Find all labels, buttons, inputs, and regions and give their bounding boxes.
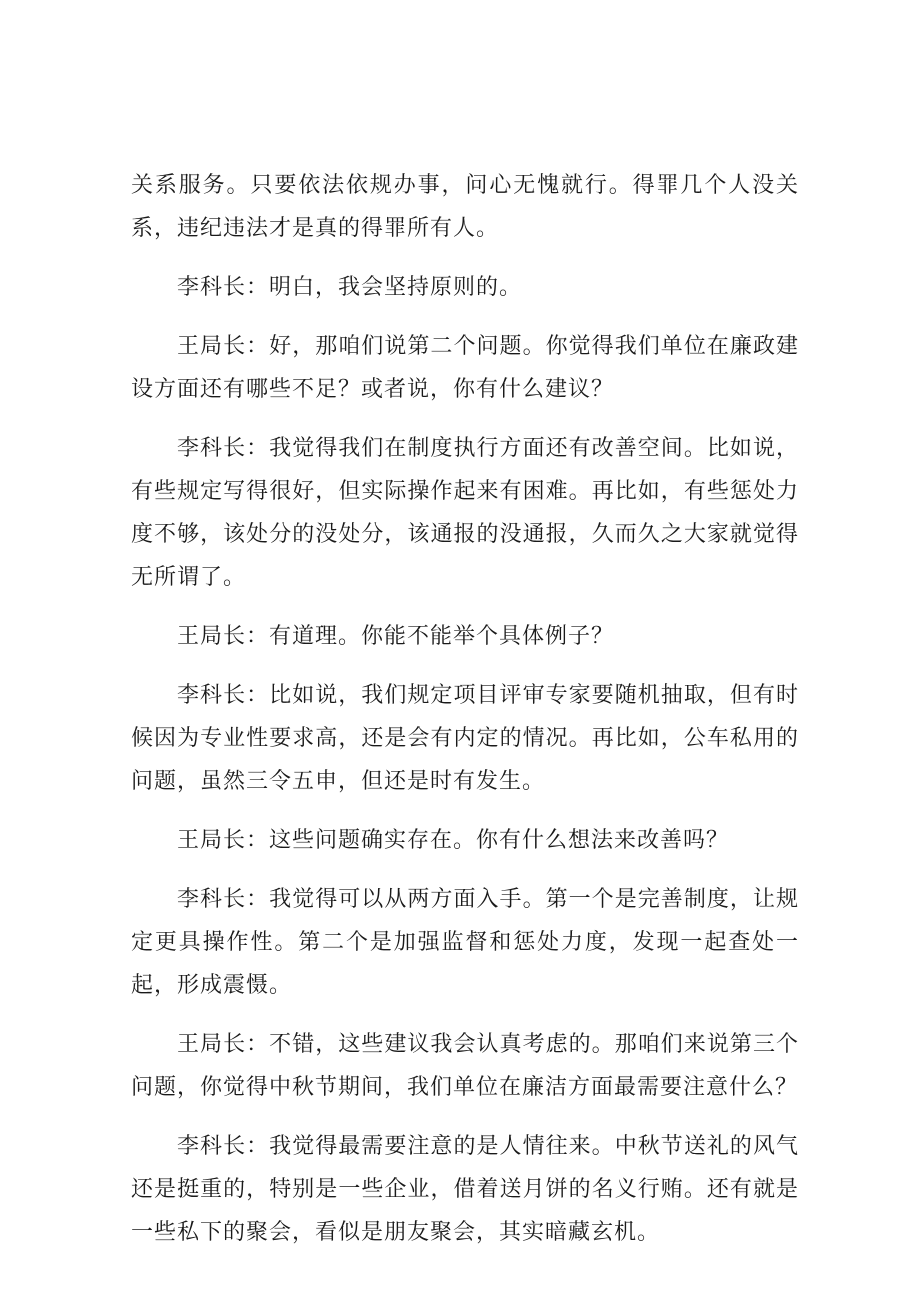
paragraph: 王局长：有道理。你能不能举个具体例子？ [177, 624, 615, 649]
paragraph: 李科长：我觉得我们在制度执行方面还有改善空间。比如说，有些规定写得很好，但实际操作起来有困难。再比如，有些惩处力度不够，该处分的没处分，该通报的没通报，久而久之大家就觉得无所谓了。 [131, 436, 799, 590]
paragraph: 李科长：我觉得最需要注意的是人情往来。中秋节送礼的风气还是挺重的，特别是一些企业，借着送月饼的名义行贿。还有就是一些私下的聚会，看似是朋友聚会，其实暗藏玄机。 [131, 1134, 799, 1245]
paragraph: 李科长：我觉得可以从两方面入手。第一个是完善制度，让规定更具操作性。第二个是加强监督和惩处力度，发现一起查处一起，形成震慑。 [131, 887, 799, 998]
document-body [131, 164, 799, 1270]
paragraph: 王局长：不错，这些建议我会认真考虑的。那咱们来说第三个问题，你觉得中秋节期间，我们单位在廉洁方面最需要注意什么？ [131, 1032, 799, 1100]
paragraph: 王局长：好，那咱们说第二个问题。你觉得我们单位在廉政建设方面还有哪些不足？或者说，你有什么建议？ [131, 334, 799, 402]
paragraph: 王局长：这些问题确实存在。你有什么想法来改善吗？ [177, 828, 730, 853]
paragraph: 李科长：比如说，我们规定项目评审专家要随机抽取，但有时候因为专业性要求高，还是会有内定的情况。再比如，公车私用的问题，虽然三令五申，但还是时有发生。 [131, 683, 799, 794]
paragraph: 李科长：明白，我会坚持原则的。 [177, 275, 523, 300]
paragraph: 关系服务。只要依法依规办事，问心无愧就行。得罪几个人没关系，违纪违法才是真的得罪所有人。 [131, 173, 799, 241]
